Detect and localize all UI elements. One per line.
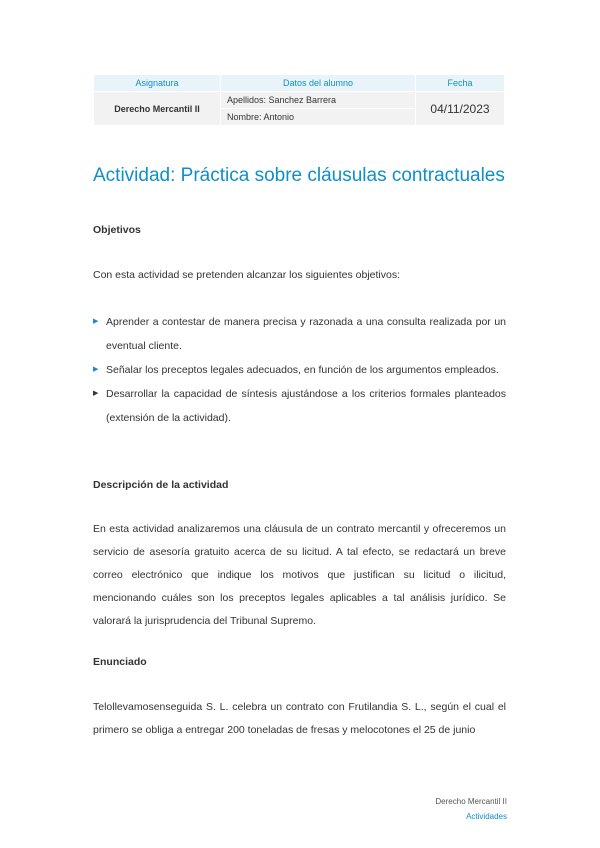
footer-subject: Derecho Mercantil II: [435, 797, 507, 806]
subject-value: Derecho Mercantil II: [94, 92, 221, 126]
statement-text: Telollevamosenseguida S. L. celebra un contrato con Frutilandia S. L., según el cual el primero se obliga a entregar 200 toneladas de fresas y melocotones el 25 de junio: [93, 701, 506, 736]
header-subject-label: Asignatura: [94, 75, 221, 92]
list-item: ▶ Desarrollar la capacidad de síntesis ajustándose a los criterios formales planteados (extensión de la actividad).: [93, 382, 506, 430]
page-title: Actividad: Práctica sobre cláusulas contractuales: [93, 165, 505, 186]
student-surname: Apellidos: Sanchez Barrera: [221, 92, 416, 109]
footer-section: Actividades: [466, 812, 507, 821]
bullet-icon: ▶: [93, 318, 99, 325]
list-item: ▶ Señalar los preceptos legales adecuados, en función de los argumentos empleados.: [93, 358, 506, 382]
header-student-label: Datos del alumno: [221, 75, 416, 92]
description-text: En esta actividad analizaremos una cláusula de un contrato mercantil y ofreceremos un servicio de asesoría gratuito acerca de su licitud. A tal efecto, se redactará un breve correo electrónico que indique los motivos que justifican su licitud o ilicitud, mencionando cuáles son los preceptos legales aplicables a tal análisis jurídico. Se valorará la jurisprudencia del Tribunal Supremo.: [93, 523, 506, 627]
bullet-icon: ▶: [93, 390, 99, 397]
header-date-label: Fecha: [416, 75, 505, 92]
student-name: Nombre: Antonio: [221, 109, 416, 126]
objectives-list: [93, 310, 506, 430]
description-heading: Descripción de la actividad: [93, 479, 229, 491]
objectives-intro: Con esta actividad se pretenden alcanzar los siguientes objetivos:: [93, 269, 401, 281]
date-value: 04/11/2023: [416, 92, 505, 126]
statement-heading: Enunciado: [93, 656, 147, 668]
objectives-heading: Objetivos: [93, 224, 141, 236]
header-table: [93, 74, 505, 126]
bullet-icon: ▶: [93, 366, 99, 373]
list-item: ▶ Aprender a contestar de manera precisa y razonada a una consulta realizada por un eventual cliente.: [93, 310, 506, 358]
